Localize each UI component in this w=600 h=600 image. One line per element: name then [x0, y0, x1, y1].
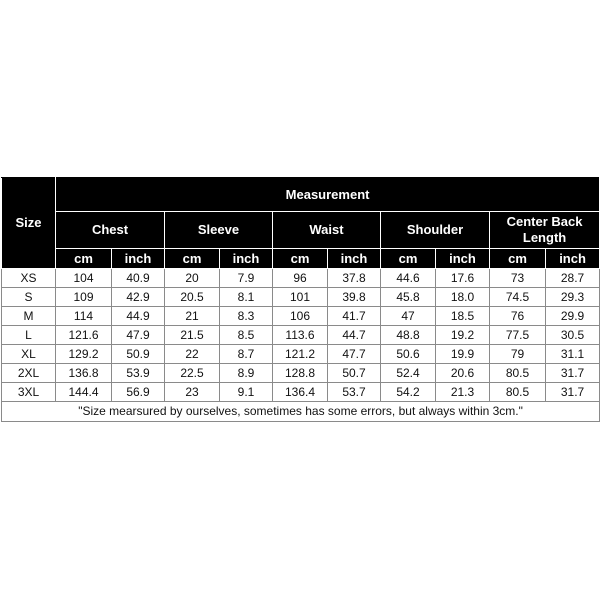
size-label: 3XL [2, 383, 56, 402]
table-cell: 53.9 [112, 364, 165, 383]
table-cell: 50.7 [328, 364, 381, 383]
table-cell: 31.7 [546, 383, 600, 402]
table-cell: 31.7 [546, 364, 600, 383]
table-cell: 77.5 [490, 326, 546, 345]
size-column-header: Size [2, 178, 56, 269]
table-row [2, 345, 600, 364]
unit-header: inch [112, 249, 165, 269]
group-header-shoulder: Shoulder [381, 212, 490, 249]
table-cell: 29.9 [546, 307, 600, 326]
table-cell: 113.6 [273, 326, 328, 345]
group-header-row [2, 212, 600, 249]
table-cell: 73 [490, 269, 546, 288]
unit-header-row [2, 249, 600, 269]
table-cell: 42.9 [112, 288, 165, 307]
table-cell: 22 [165, 345, 220, 364]
size-label: L [2, 326, 56, 345]
size-label: M [2, 307, 56, 326]
note-row [2, 402, 600, 422]
table-row [2, 383, 600, 402]
table-cell: 18.0 [436, 288, 490, 307]
table-cell: 39.8 [328, 288, 381, 307]
group-header-waist: Waist [273, 212, 381, 249]
table-cell: 37.8 [328, 269, 381, 288]
size-chart-body [2, 269, 600, 422]
table-cell: 53.7 [328, 383, 381, 402]
table-cell: 47.9 [112, 326, 165, 345]
table-cell: 74.5 [490, 288, 546, 307]
table-cell: 29.3 [546, 288, 600, 307]
table-cell: 129.2 [56, 345, 112, 364]
table-cell: 76 [490, 307, 546, 326]
table-cell: 79 [490, 345, 546, 364]
table-cell: 144.4 [56, 383, 112, 402]
table-cell: 47.7 [328, 345, 381, 364]
group-header-sleeve: Sleeve [165, 212, 273, 249]
table-cell: 52.4 [381, 364, 436, 383]
table-cell: 20.5 [165, 288, 220, 307]
table-cell: 17.6 [436, 269, 490, 288]
table-cell: 50.9 [112, 345, 165, 364]
unit-header: inch [220, 249, 273, 269]
measurement-header-row [2, 178, 600, 212]
table-cell: 21.3 [436, 383, 490, 402]
measurement-header: Measurement [56, 178, 600, 212]
size-label: 2XL [2, 364, 56, 383]
table-cell: 101 [273, 288, 328, 307]
table-cell: 22.5 [165, 364, 220, 383]
unit-header: inch [328, 249, 381, 269]
size-chart-container [1, 177, 599, 422]
group-header-center-back-length: Center Back Length [490, 212, 600, 249]
unit-header: cm [165, 249, 220, 269]
table-row [2, 288, 600, 307]
table-cell: 8.5 [220, 326, 273, 345]
table-cell: 47 [381, 307, 436, 326]
table-cell: 121.6 [56, 326, 112, 345]
table-cell: 96 [273, 269, 328, 288]
unit-header: cm [381, 249, 436, 269]
unit-header: cm [490, 249, 546, 269]
table-cell: 31.1 [546, 345, 600, 364]
table-cell: 80.5 [490, 364, 546, 383]
table-cell: 104 [56, 269, 112, 288]
table-cell: 8.3 [220, 307, 273, 326]
table-cell: 48.8 [381, 326, 436, 345]
table-cell: 21.5 [165, 326, 220, 345]
table-cell: 8.7 [220, 345, 273, 364]
table-cell: 54.2 [381, 383, 436, 402]
table-cell: 109 [56, 288, 112, 307]
size-label: S [2, 288, 56, 307]
table-cell: 19.2 [436, 326, 490, 345]
table-row [2, 307, 600, 326]
table-cell: 121.2 [273, 345, 328, 364]
table-cell: 20 [165, 269, 220, 288]
unit-header: inch [546, 249, 600, 269]
table-cell: 8.9 [220, 364, 273, 383]
table-cell: 106 [273, 307, 328, 326]
size-label: XS [2, 269, 56, 288]
table-cell: 19.9 [436, 345, 490, 364]
table-cell: 44.7 [328, 326, 381, 345]
table-cell: 44.9 [112, 307, 165, 326]
table-cell: 18.5 [436, 307, 490, 326]
table-cell: 114 [56, 307, 112, 326]
table-cell: 136.4 [273, 383, 328, 402]
table-cell: 7.9 [220, 269, 273, 288]
table-cell: 30.5 [546, 326, 600, 345]
table-cell: 9.1 [220, 383, 273, 402]
table-cell: 45.8 [381, 288, 436, 307]
size-chart-table [1, 177, 600, 422]
table-cell: 50.6 [381, 345, 436, 364]
unit-header: inch [436, 249, 490, 269]
unit-header: cm [56, 249, 112, 269]
table-cell: 41.7 [328, 307, 381, 326]
table-cell: 136.8 [56, 364, 112, 383]
table-cell: 8.1 [220, 288, 273, 307]
measurement-note: "Size mearsured by ourselves, sometimes has some errors, but always within 3cm." [2, 402, 600, 422]
table-row [2, 364, 600, 383]
size-label: XL [2, 345, 56, 364]
table-cell: 40.9 [112, 269, 165, 288]
table-cell: 44.6 [381, 269, 436, 288]
table-row [2, 269, 600, 288]
table-cell: 80.5 [490, 383, 546, 402]
table-cell: 128.8 [273, 364, 328, 383]
table-row [2, 326, 600, 345]
unit-header: cm [273, 249, 328, 269]
table-cell: 56.9 [112, 383, 165, 402]
table-cell: 21 [165, 307, 220, 326]
table-cell: 28.7 [546, 269, 600, 288]
group-header-chest: Chest [56, 212, 165, 249]
table-cell: 20.6 [436, 364, 490, 383]
table-cell: 23 [165, 383, 220, 402]
